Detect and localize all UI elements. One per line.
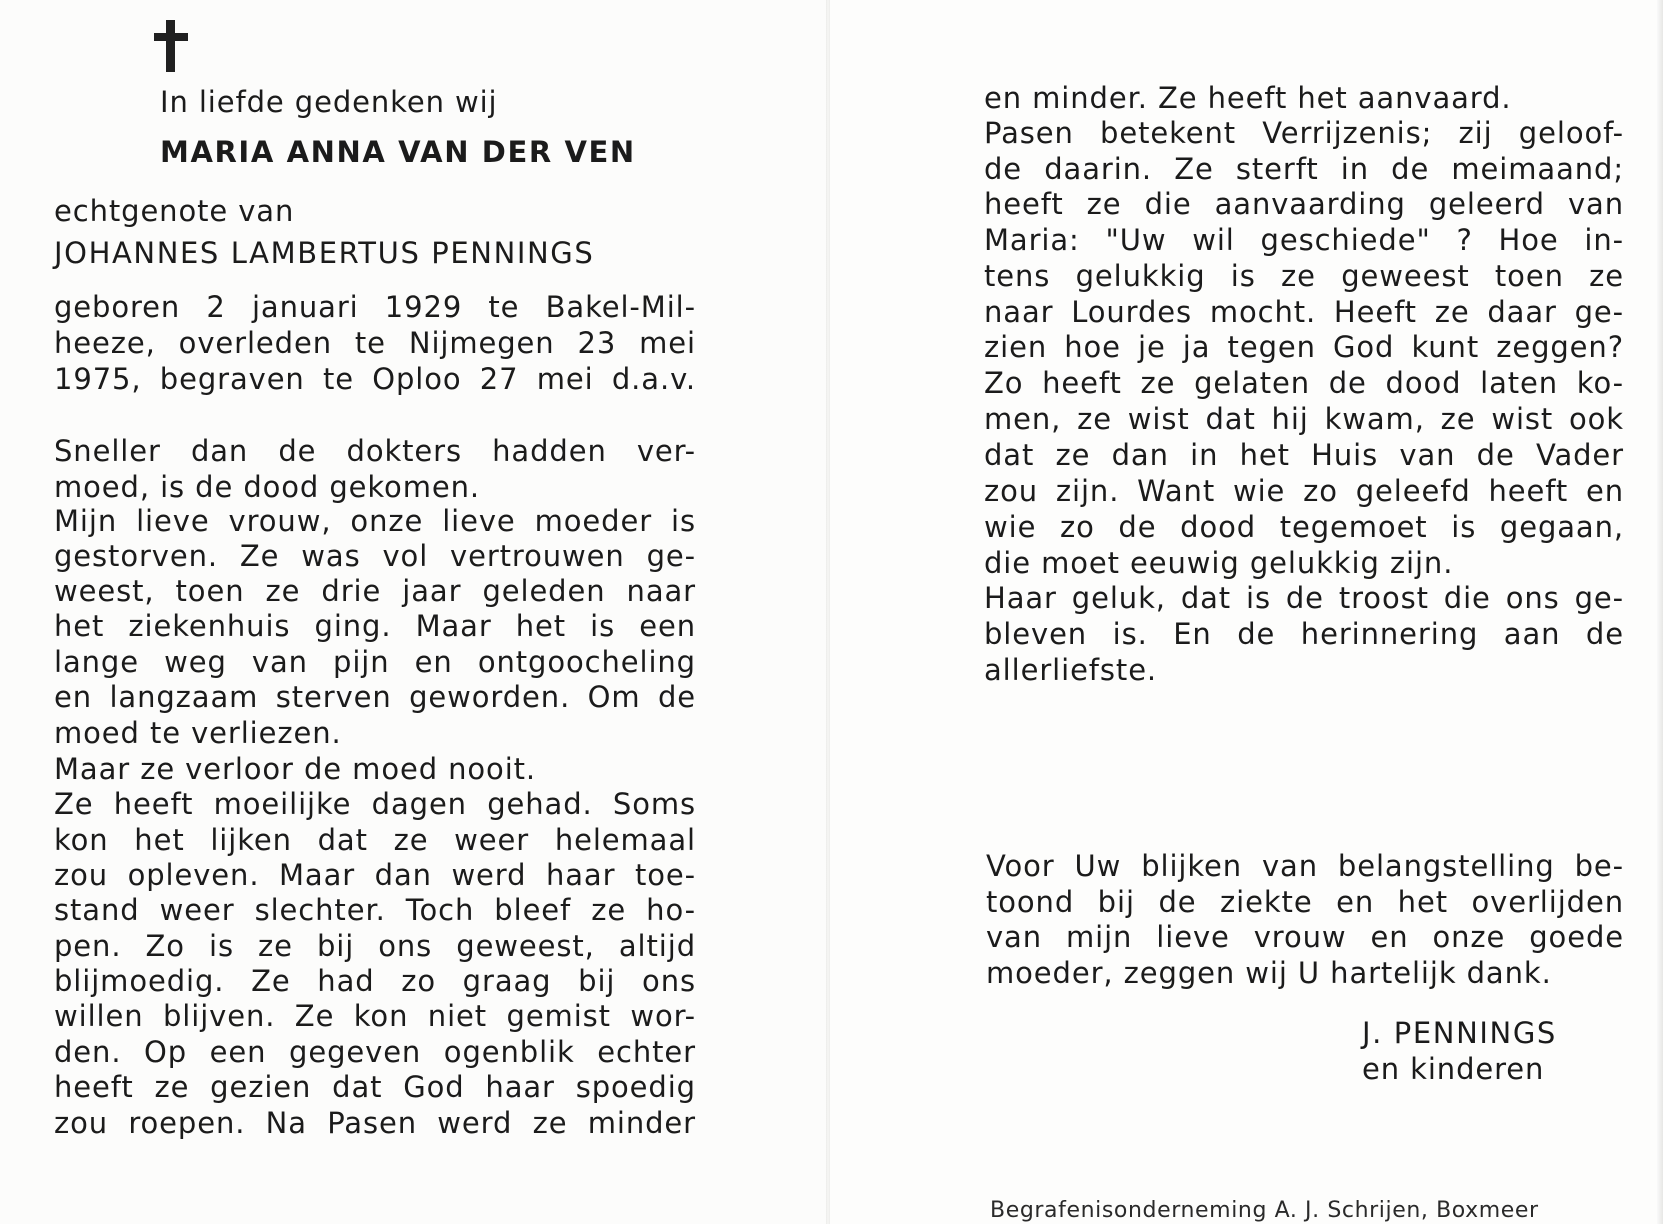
deceased-name: MARIA ANNA VAN DER VEN bbox=[160, 135, 636, 169]
body-line: heeft ze gezien dat God haar spoedig bbox=[54, 1070, 696, 1104]
body-line: Maria: "Uw wil geschiede" ? Hoe in- bbox=[984, 223, 1624, 257]
body-line: Mijn lieve vrouw, onze lieve moeder is bbox=[54, 504, 696, 538]
body-line: moed, is de dood gekomen. bbox=[54, 470, 480, 504]
dates-line: 1975, begraven te Oploo 27 mei d.a.v. bbox=[54, 362, 696, 396]
body-line: tens gelukkig is ze geweest toen ze bbox=[984, 259, 1624, 293]
body-line: pen. Zo is ze bij ons geweest, altijd bbox=[54, 929, 696, 963]
body-line: weest, toen ze drie jaar geleden naar bbox=[54, 574, 696, 608]
body-line: Maar ze verloor de moed nooit. bbox=[54, 752, 537, 786]
body-line: bleven is. En de herinnering aan de bbox=[984, 617, 1624, 651]
dates-line: geboren 2 januari 1929 te Bakel-Mil- bbox=[54, 290, 696, 324]
body-line: kon het lijken dat ze weer helemaal bbox=[54, 823, 696, 857]
cross-icon bbox=[152, 20, 190, 72]
body-line: dat ze dan in het Huis van de Vader bbox=[984, 438, 1624, 472]
body-line: Zo heeft ze gelaten de dood laten ko- bbox=[984, 366, 1624, 400]
spouse-name: JOHANNES LAMBERTUS PENNINGS bbox=[54, 236, 595, 270]
body-line: stand weer slechter. Toch bleef ze ho- bbox=[54, 893, 696, 927]
thanks-line: Voor Uw blijken van belangstelling be- bbox=[986, 849, 1624, 883]
body-line: zou zijn. Want wie zo geleefd heeft en bbox=[984, 474, 1624, 508]
body-line: heeft ze die aanvaarding geleerd van bbox=[984, 187, 1624, 221]
body-line: blijmoedig. Ze had zo graag bij ons bbox=[54, 964, 696, 998]
body-line: den. Op een gegeven ogenblik echter bbox=[54, 1035, 696, 1069]
body-line: lange weg van pijn en ontgoocheling bbox=[54, 645, 696, 679]
body-line: en langzaam sterven geworden. Om de bbox=[54, 680, 696, 714]
body-line: wie zo de dood tegemoet is gegaan, bbox=[984, 510, 1624, 544]
body-line: die moet eeuwig gelukkig zijn. bbox=[984, 546, 1454, 580]
card-fold bbox=[826, 0, 830, 1224]
body-line: en minder. Ze heeft het aanvaard. bbox=[984, 81, 1512, 115]
dates-line: heeze, overleden te Nijmegen 23 mei bbox=[54, 326, 696, 360]
thanks-line: toond bij de ziekte en het overlijden bbox=[986, 885, 1624, 919]
thanks-line: van mijn lieve vrouw en onze goede bbox=[986, 920, 1624, 954]
undertaker-footer: Begrafenisonderneming A. J. Schrijen, Boxmeer bbox=[990, 1198, 1539, 1223]
body-line: zien hoe je ja tegen God kunt zeggen? bbox=[984, 330, 1624, 364]
intro-line: In liefde gedenken wij bbox=[160, 85, 498, 119]
spouse-label: echtgenote van bbox=[54, 194, 295, 228]
body-line: willen blijven. Ze kon niet gemist wor- bbox=[54, 999, 696, 1033]
body-line: Ze heeft moeilijke dagen gehad. Soms bbox=[54, 787, 696, 821]
signature-sub: en kinderen bbox=[1362, 1052, 1545, 1086]
body-line: gestorven. Ze was vol vertrouwen ge- bbox=[54, 539, 696, 573]
body-line: de daarin. Ze sterft in de meimaand; bbox=[984, 152, 1624, 186]
body-line: Haar geluk, dat is de troost die ons ge- bbox=[984, 581, 1624, 615]
body-line: Pasen betekent Verrijzenis; zij geloof- bbox=[984, 116, 1624, 150]
body-line: het ziekenhuis ging. Maar het is een bbox=[54, 609, 696, 643]
body-line: allerliefste. bbox=[984, 653, 1158, 687]
body-line: naar Lourdes mocht. Heeft ze daar ge- bbox=[984, 295, 1624, 329]
body-line: men, ze wist dat hij kwam, ze wist ook bbox=[984, 402, 1624, 436]
thanks-line: moeder, zeggen wij U hartelijk dank. bbox=[986, 956, 1552, 990]
card-edge bbox=[1657, 0, 1663, 1224]
body-line: Sneller dan de dokters hadden ver- bbox=[54, 434, 696, 468]
signature: J. PENNINGS bbox=[1362, 1016, 1557, 1050]
body-line: moed te verliezen. bbox=[54, 716, 342, 750]
body-line: zou opleven. Maar dan werd haar toe- bbox=[54, 858, 696, 892]
body-line: zou roepen. Na Pasen werd ze minder bbox=[54, 1106, 696, 1140]
